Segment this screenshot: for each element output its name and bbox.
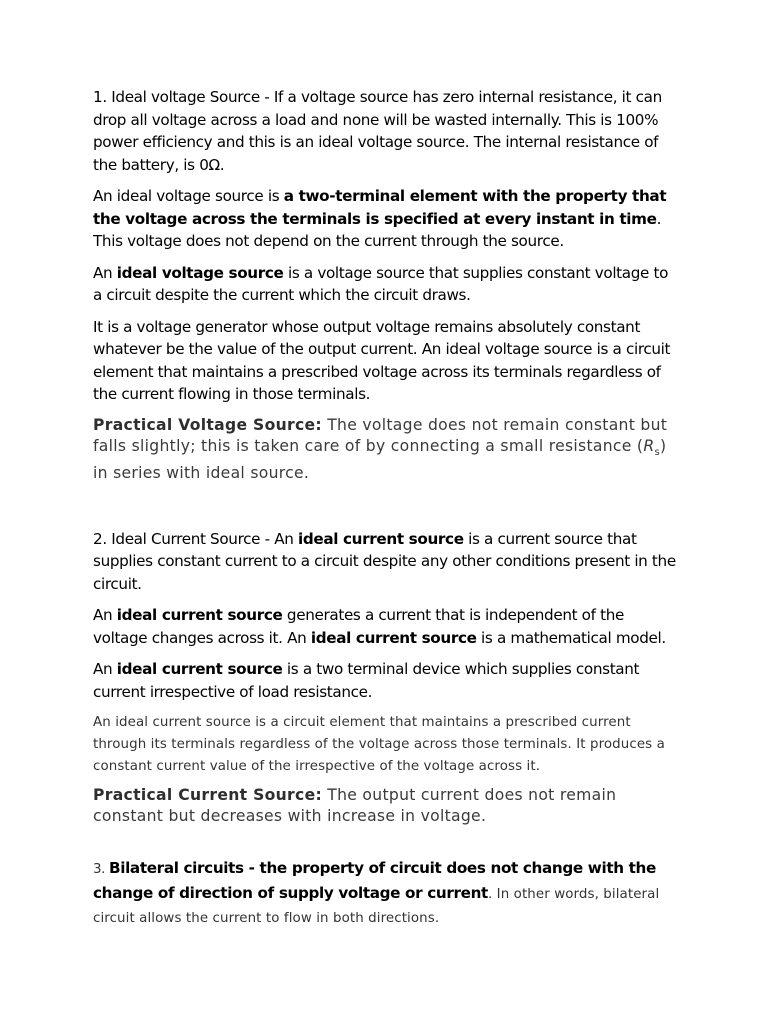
ideal-current-independent-paragraph bbox=[93, 604, 678, 649]
text: is a current source that supplies constant current to a circuit despite any other conditions present in the circuit. bbox=[93, 529, 676, 593]
list-number: 3. bbox=[93, 862, 109, 878]
document-body bbox=[93, 86, 678, 940]
practical-voltage-source-paragraph bbox=[93, 415, 678, 484]
bold-text: a two-terminal element with the property that the voltage across the terminals is specified at every instant in time bbox=[93, 187, 667, 228]
voltage-generator-paragraph bbox=[93, 316, 678, 406]
text: generates a current that is independent of the voltage changes across it. An bbox=[93, 606, 624, 647]
text: 2. Ideal Current Source - An bbox=[93, 529, 298, 548]
text: 1. Ideal voltage Source - If a voltage source has zero internal resistance, it can drop all voltage across a load and none will be wasted internally. This is 100% power efficiency and this is an ideal voltage source. The internal resistance of the battery, is 0Ω. bbox=[93, 88, 662, 174]
practical-label: Practical Voltage Source: bbox=[93, 415, 322, 434]
ideal-current-two-terminal-paragraph bbox=[93, 658, 678, 703]
practical-label: Practical Current Source: bbox=[93, 786, 323, 805]
text: An ideal current source is a circuit element that maintains a prescribed current through its terminals regardless of the voltage across those terminals. It produces a constant current value of the irrespective of the voltage across it. bbox=[93, 715, 665, 775]
text: An bbox=[93, 660, 117, 679]
ideal-voltage-constant-paragraph bbox=[93, 262, 678, 307]
bold-text: ideal current source bbox=[310, 628, 477, 647]
ideal-voltage-source-paragraph bbox=[93, 86, 678, 176]
bold-text: ideal current source bbox=[116, 606, 283, 625]
bold-text: ideal current source bbox=[298, 529, 464, 548]
text: An bbox=[93, 263, 117, 282]
symbol: R bbox=[643, 436, 655, 455]
bold-text: Bilateral circuits - the property of circuit does not change with the change of direction of supply voltage or current bbox=[93, 859, 656, 902]
text: It is a voltage generator whose output voltage remains absolutely constant whatever be the value of the output current. An ideal voltage source is a circuit element that maintains a prescribed voltage across its terminals regardless of the current flowing in those terminals. bbox=[93, 317, 671, 403]
text: is a two terminal device which supplies constant current irrespective of load resistance. bbox=[93, 660, 640, 701]
ideal-current-source-paragraph bbox=[93, 528, 678, 596]
ideal-voltage-definition-paragraph bbox=[93, 185, 678, 253]
text: The voltage does not remain constant but falls slightly; this is taken care of by connecting a small resistance ( bbox=[93, 415, 668, 455]
text: ) in series with ideal source. bbox=[93, 436, 667, 482]
text: . In other words, bilateral circuit allows the current to flow in both directions. bbox=[93, 886, 660, 927]
text: . This voltage does not depend on the current through the source. bbox=[93, 209, 662, 250]
subscript: s bbox=[654, 446, 660, 458]
text: An bbox=[93, 606, 117, 625]
text: is a mathematical model. bbox=[476, 628, 666, 647]
text: The output current does not remain constant but decreases with increase in voltage. bbox=[93, 786, 617, 826]
bold-text: ideal current source bbox=[116, 660, 283, 679]
bilateral-circuits-paragraph bbox=[93, 857, 678, 931]
bold-text: ideal voltage source bbox=[116, 263, 284, 282]
practical-current-source-paragraph bbox=[93, 785, 678, 827]
ideal-current-element-paragraph bbox=[93, 712, 678, 778]
text: is a voltage source that supplies constant voltage to a circuit despite the current which the circuit draws. bbox=[93, 263, 669, 304]
text: An ideal voltage source is bbox=[93, 187, 284, 205]
